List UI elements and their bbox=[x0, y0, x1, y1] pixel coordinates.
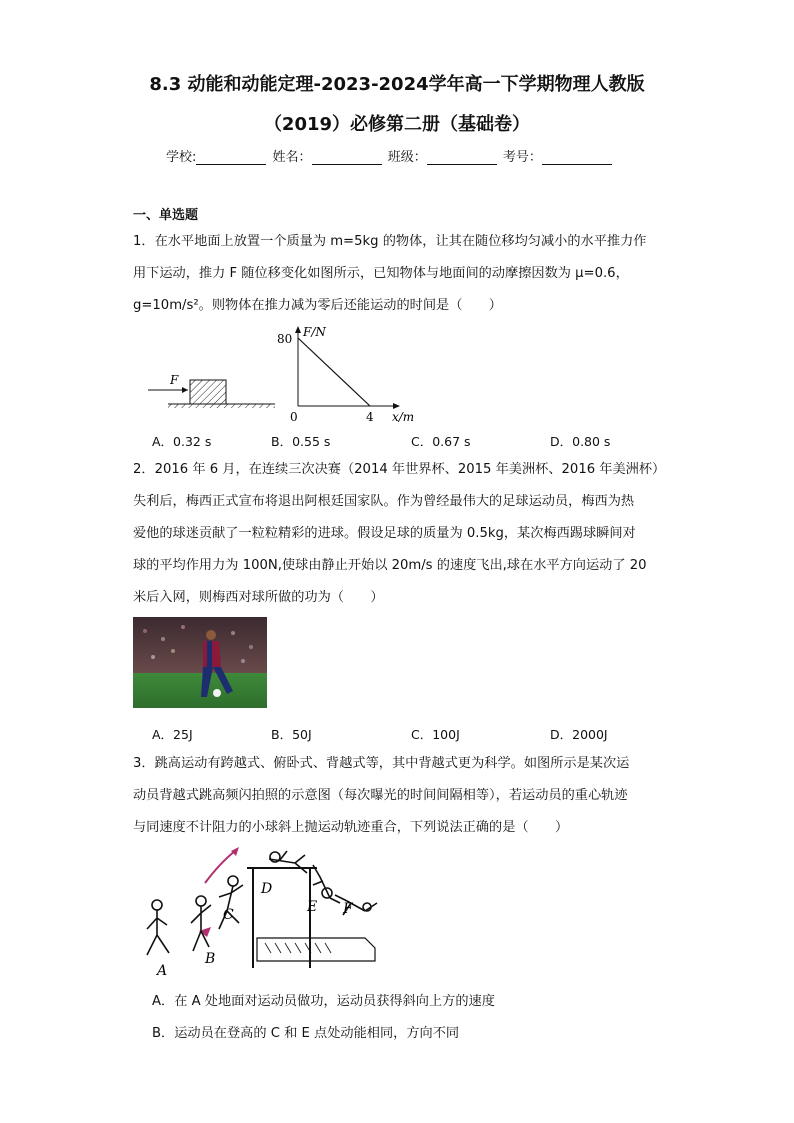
q1-line-1: 1．在水平地面上放置一个质量为 m=5kg 的物体，让其在随位移均匀减小的水平推力作 bbox=[133, 234, 647, 249]
q1-line-3: g=10m/s²。则物体在推力减为零后还能运动的时间是（ ） bbox=[133, 298, 502, 313]
q3-option-b[interactable]: B．运动员在登高的 C 和 E 点处动能相同，方向不同 bbox=[152, 1026, 460, 1041]
label-a: A bbox=[157, 963, 168, 979]
q1-line-2: 用下运动，推力 F 随位移变化如图所示，已知物体与地面间的动摩擦因数为 μ=0.6， bbox=[133, 266, 629, 281]
x-axis-arrow-icon bbox=[393, 403, 400, 409]
trajectory-arrowhead-icon bbox=[231, 847, 239, 856]
landing-mat bbox=[257, 938, 375, 961]
q3-line-3: 与同速度不计阻力的小球斜上抛运动轨迹重合，下列说法正确的是（ ） bbox=[133, 820, 569, 835]
trajectory-arrow bbox=[205, 851, 235, 883]
q1-option-a[interactable]: A．0.32 s bbox=[152, 434, 212, 449]
origin-label: 0 bbox=[290, 410, 298, 424]
q2-line-5: 米后入网，则梅西对球所做的功为（ ） bbox=[133, 590, 384, 605]
q2-line-1: 2．2016 年 6 月，在连续三次决赛（2014 年世界杯、2015 年美洲杯、2016 年美洲杯） bbox=[133, 462, 666, 477]
x-tick-label: 4 bbox=[366, 410, 374, 424]
y-tick-label: 80 bbox=[277, 332, 293, 346]
label-e: E bbox=[307, 899, 318, 915]
label-d: D bbox=[261, 881, 273, 897]
x-axis-label: x/m bbox=[392, 410, 415, 424]
force-line bbox=[298, 338, 370, 406]
ground-hatch bbox=[168, 404, 275, 408]
label-f: F bbox=[343, 901, 353, 917]
q2-line-3: 爱他的球迷贡献了一粒粒精彩的进球。假设足球的质量为 0.5kg，某次梅西踢球瞬间对 bbox=[133, 526, 636, 541]
q2-option-d[interactable]: D．2000J bbox=[550, 727, 608, 742]
q2-option-c[interactable]: C．100J bbox=[411, 727, 460, 742]
force-arrowhead-icon bbox=[182, 387, 188, 393]
name-label: 姓名： bbox=[272, 150, 312, 165]
title-line-1: 8.3 动能和动能定理-2023-2024学年高一下学期物理人教版 bbox=[149, 74, 645, 95]
class-label: 班级： bbox=[387, 150, 427, 165]
label-b: B bbox=[205, 951, 216, 967]
id-label: 考号： bbox=[502, 150, 542, 165]
q3-option-a[interactable]: A．在 A 处地面对运动员做功，运动员获得斜向上方的速度 bbox=[152, 994, 495, 1009]
block bbox=[190, 380, 226, 404]
y-axis-label: F/N bbox=[303, 325, 326, 339]
q2-option-a[interactable]: A．25J bbox=[152, 727, 193, 742]
q1-option-d[interactable]: D．0.80 s bbox=[550, 434, 611, 449]
q3-figure bbox=[135, 843, 385, 983]
ball-icon bbox=[213, 689, 221, 697]
pitch bbox=[133, 673, 267, 708]
y-axis-arrow-icon bbox=[295, 326, 301, 333]
q1-figure bbox=[140, 322, 430, 427]
section-heading: 一、单选题 bbox=[133, 208, 199, 223]
name-blank[interactable] bbox=[312, 151, 382, 165]
force-label: F bbox=[170, 373, 179, 387]
school-label: 学校: bbox=[166, 150, 197, 165]
player-head bbox=[206, 630, 216, 640]
q2-option-b[interactable]: B．50J bbox=[271, 727, 312, 742]
id-blank[interactable] bbox=[542, 151, 612, 165]
q2-line-4: 球的平均作用力为 100N,使球由静止开始以 20m/s 的速度飞出,球在水平方向运动了 20 bbox=[133, 558, 647, 573]
student-info-row bbox=[166, 146, 614, 165]
q1-option-c[interactable]: C．0.67 s bbox=[411, 434, 471, 449]
q1-option-b[interactable]: B．0.55 s bbox=[271, 434, 331, 449]
label-c: C bbox=[223, 907, 234, 923]
q3-line-2: 动员背越式跳高频闪拍照的示意图（每次曝光的时间间隔相等），若运动员的重心轨迹 bbox=[133, 788, 628, 803]
title-line-2: （2019）必修第二册（基础卷） bbox=[263, 114, 531, 135]
q2-line-2: 失利后，梅西正式宣布将退出阿根廷国家队。作为曾经最伟大的足球运动员，梅西为热 bbox=[133, 494, 635, 509]
q3-line-1: 3．跳高运动有跨越式、俯卧式、背越式等，其中背越式更为科学。如图所示是某次运 bbox=[133, 756, 630, 771]
crowd-background bbox=[133, 617, 267, 673]
class-blank[interactable] bbox=[427, 151, 497, 165]
school-blank[interactable] bbox=[196, 151, 266, 165]
q2-photo bbox=[133, 617, 267, 708]
